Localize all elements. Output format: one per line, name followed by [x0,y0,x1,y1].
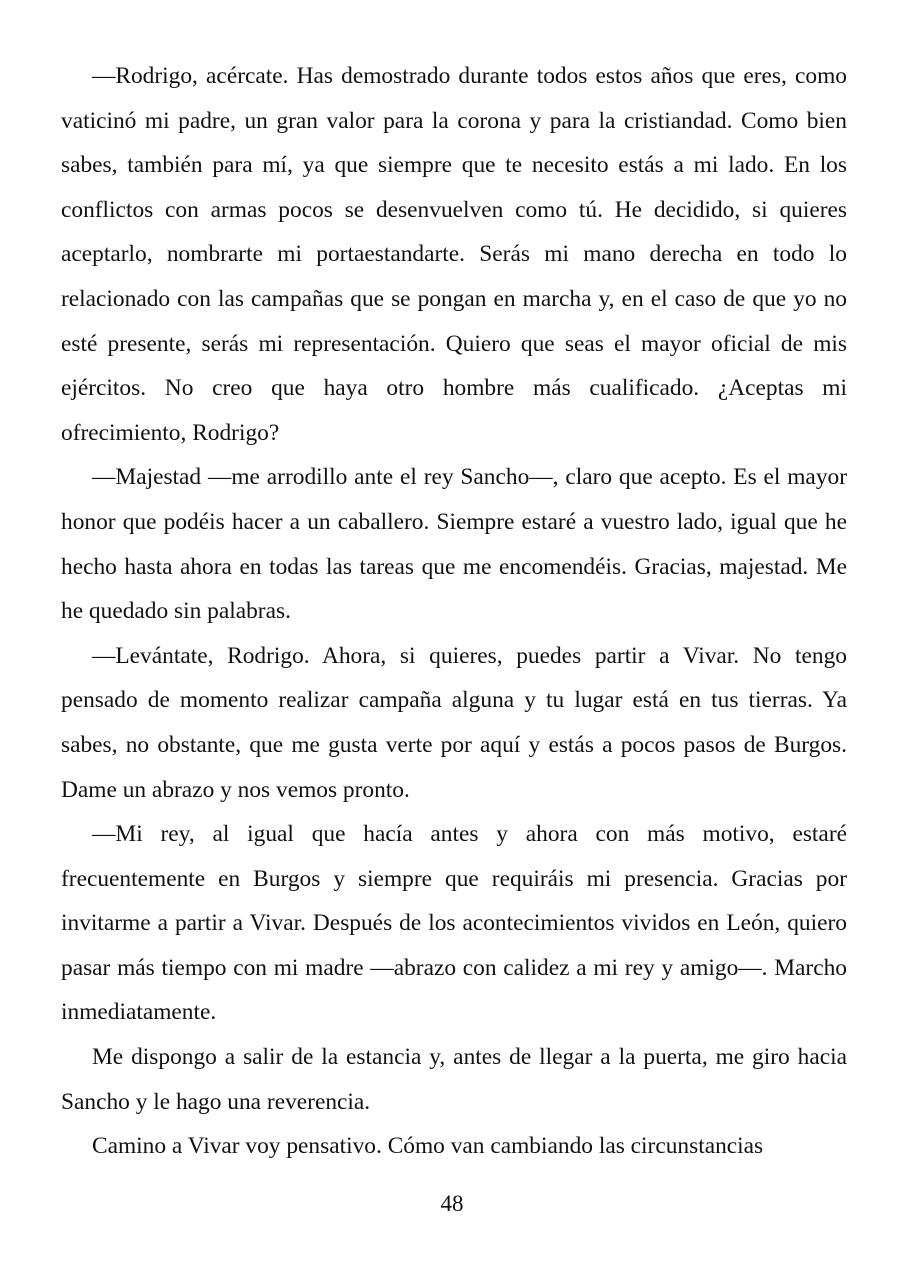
page-number: 48 [440,1191,464,1216]
paragraph: Me dispongo a salir de la estancia y, antes de llegar a la puerta, me giro hacia Sancho y le hago una reverencia. [61,1044,847,1115]
paragraph: —Rodrigo, acércate. Has demostrado durante todos estos años que eres, como vaticinó mi padre, un gran valor para la corona y para la cristiandad. Como bien sabes, también para mí, ya que siempre que te necesito estás a mi lado. En los conflictos con armas pocos se desenvuelven como tú. He decidido, si quieres aceptarlo, nombrarte mi portaestandarte. Serás mi mano derecha en todo lo relacionado con las campañas que se pongan en marcha y, en el caso de que yo no esté presente, serás mi representación. Quiero que seas el mayor oficial de mis ejércitos. No creo que haya otro hombre más cualificado. ¿Aceptas mi ofrecimiento, Rodrigo? [61,63,847,446]
paragraph: —Levántate, Rodrigo. Ahora, si quieres, puedes partir a Vivar. No tengo pensado de momento realizar campaña alguna y tu lugar está en tus tierras. Ya sabes, no obstante, que me gusta verte por aquí y estás a pocos pasos de Burgos. Dame un abrazo y nos vemos pronto. [61,642,847,803]
paragraph: Camino a Vivar voy pensativo. Cómo van cambiando las circunstancias [92,1133,764,1160]
paragraph: —Majestad —me arrodillo ante el rey Sancho—, claro que acepto. Es el mayor honor que podéis hacer a un caballero. Siempre estaré a vuestro lado, igual que he hecho hasta ahora en todas las tareas que me encomendéis. Gracias, majestad. Me he quedado sin palabras. [61,464,847,625]
paragraph: —Mi rey, al igual que hacía antes y ahora con más motivo, estaré frecuentemente en Burgos y siempre que requiráis mi presencia. Gracias por invitarme a partir a Vivar. Después de los acontecimientos vividos en León, quiero pasar más tiempo con mi madre —abrazo con calidez a mi rey y amigo—. Marcho inmediatamente. [61,821,847,1026]
page-body [61,54,847,1169]
